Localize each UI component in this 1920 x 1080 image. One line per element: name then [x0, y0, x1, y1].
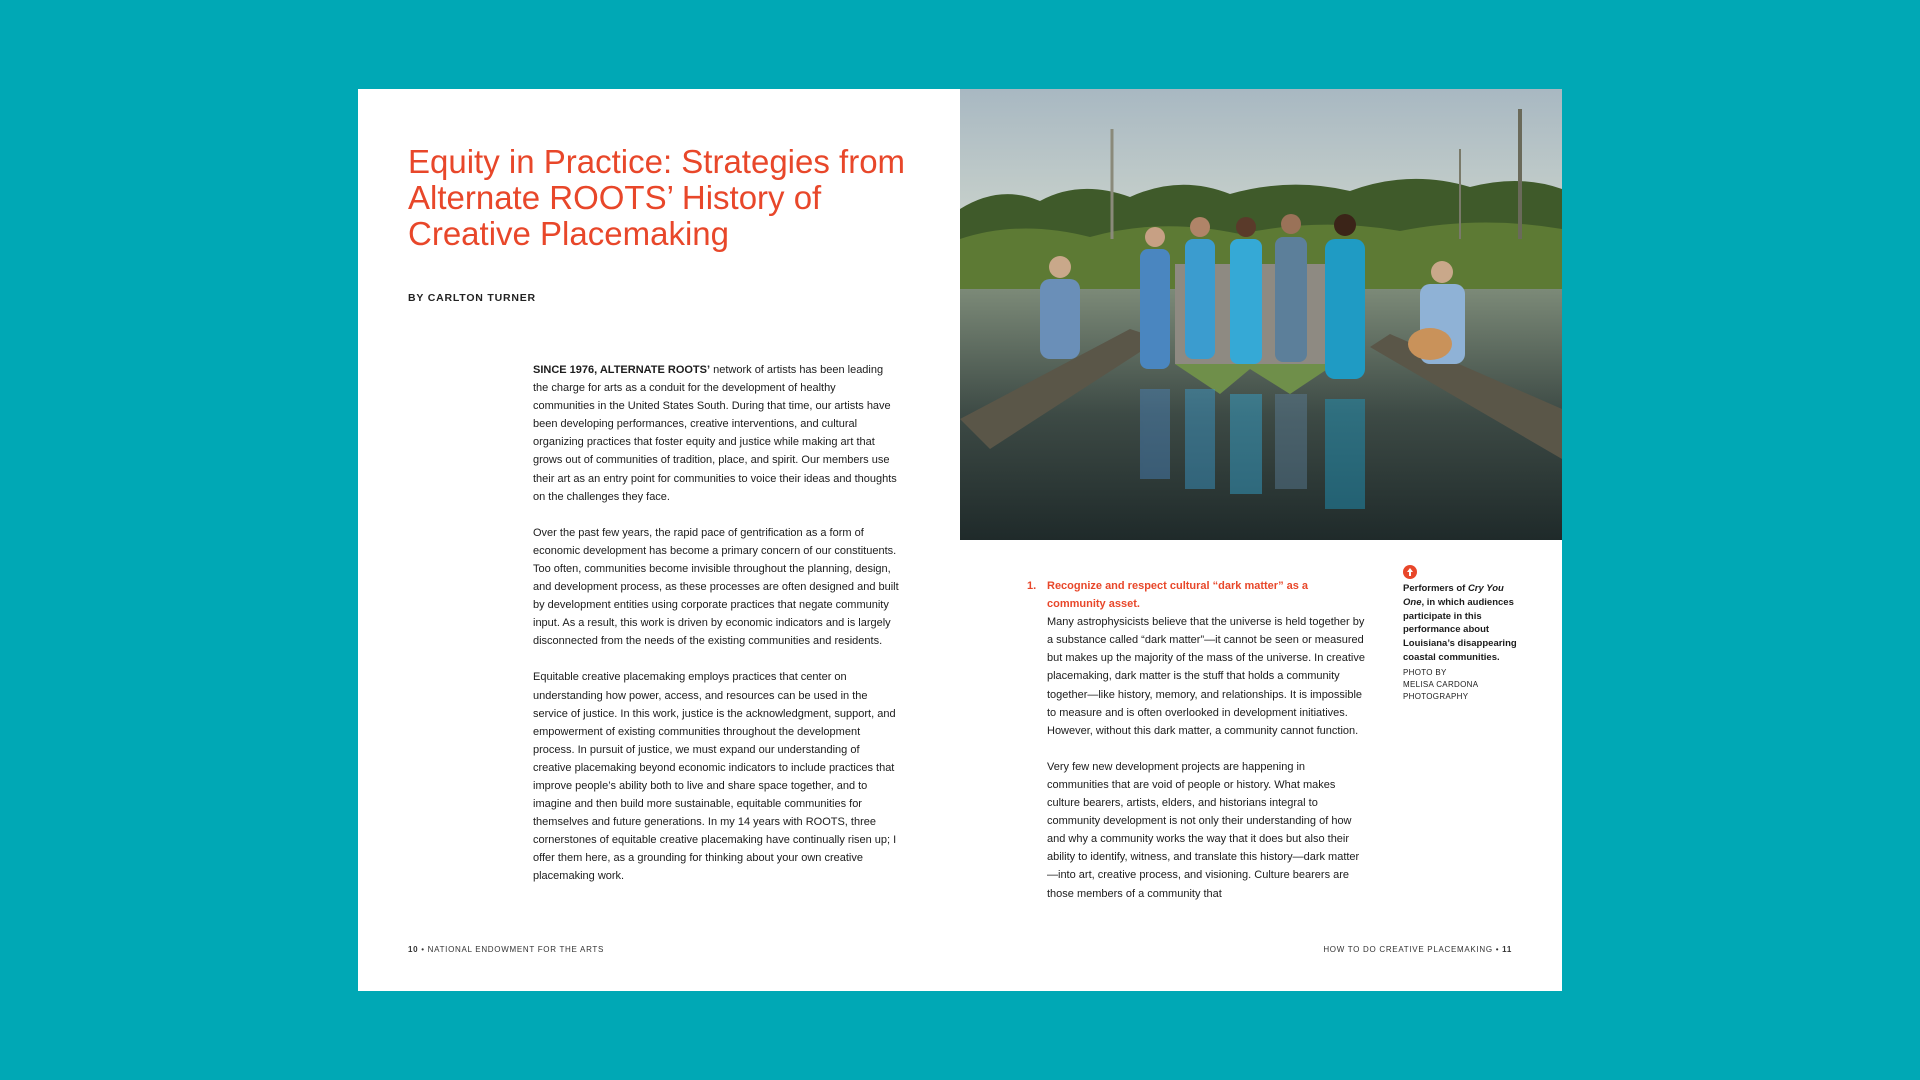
body-paragraph: Many astrophysicists believe that the universe is held together by a substance called “dark matter”—it cannot be seen or measured but makes up the majority of the mass of the universe. In creative placemaking, dark matter is the stuff that holds a community together—like history, memory, and relationships. It is impossible to measure and is often overlooked in development initiatives. However, without this dark matter, a community cannot function.: [1047, 616, 1365, 737]
body-paragraph: Over the past few years, the rapid pace of gentrification as a form of economic development has become a primary concern of our constituents. Too often, communities become invisible throughout the planning, design, and development process, as these processes are often designed and built by development entities using corporate practices that negate community input. As a result, this work is driven by economic indicators and is largely disconnected from the needs of the existing communities and residents.: [533, 526, 899, 648]
photo-credit: PHOTO BY MELISA CARDONA PHOTOGRAPHY: [1403, 667, 1478, 701]
intro-paragraph: [533, 361, 899, 506]
performers-photo: [960, 89, 1562, 540]
body-paragraph: Very few new development projects are happening in communities that are void of people or history. What makes culture bearers, artists, elders, and historians integral to community development is not only their understanding of how and why a community works the way that it does but also their ability to identify, witness, and translate this history—dark matter—into art, creative process, and visioning. Culture bearers are those members of a community that: [1047, 760, 1360, 900]
left-column-body: [533, 361, 899, 904]
footer-publication-name: • NATIONAL ENDOWMENT FOR THE ARTS: [418, 945, 605, 954]
item-number: 1.: [1027, 580, 1037, 592]
item-body: [1027, 613, 1367, 902]
arrow-up-circle-icon: [1403, 565, 1417, 579]
page-number-right: 11: [1502, 945, 1512, 954]
footer-right: [1323, 945, 1512, 954]
item-heading-text: Recognize and respect cultural “dark matter” as a community asset.: [1047, 580, 1309, 611]
body-paragraph: Equitable creative placemaking employs practices that center on understanding how power, access, and resources can be used in the service of justice. In this work, justice is the acknowledgment, support, and empowerment of existing communities throughout the development process. In pursuit of justice, we must expand our understanding of creative placemaking beyond economic indicators to include practices that improve people’s ability both to live and share space together, and to imagine and then build more sustainable, equitable communities for themselves and future generations. In my 14 years with ROOTS, three cornerstones of equitable creative placemaking have continually risen up; I offer them here, as a grounding for thinking about your own creative placemaking work.: [533, 671, 897, 883]
article-title: Equity in Practice: Strategies from Alternate ROOTS’ History of Creative Placemaking: [408, 143, 906, 252]
footer-report-title: HOW TO DO CREATIVE PLACEMAKING •: [1323, 945, 1503, 954]
lead-in: SINCE 1976, ALTERNATE ROOTS’: [533, 364, 711, 376]
page-number-left: 10: [408, 945, 419, 954]
intro-text: network of artists has been leading the charge for arts as a conduit for the development of healthy communities in the United States South. During that time, our artists have been developing performances, creative interventions, and cultural organizing practices that foster equity and justice while making art that grows out of communities of tradition, place, and spirit. Our members use their art as an entry point for communities to voice their ideas and thoughts on the challenges they face.: [533, 364, 897, 503]
right-column-body: [1027, 577, 1367, 921]
caption-text: Performers of Cry You One, in which audiences participate in this performance about Louisiana’s disappearing coastal communities.: [1403, 583, 1517, 663]
numbered-heading: [1027, 577, 1367, 613]
magazine-spread: [358, 89, 1562, 991]
footer-left: [408, 945, 604, 954]
byline: BY CARLTON TURNER: [408, 292, 536, 304]
caption-work-title: Cry You One: [1403, 583, 1504, 608]
photo-caption: [1403, 565, 1518, 703]
